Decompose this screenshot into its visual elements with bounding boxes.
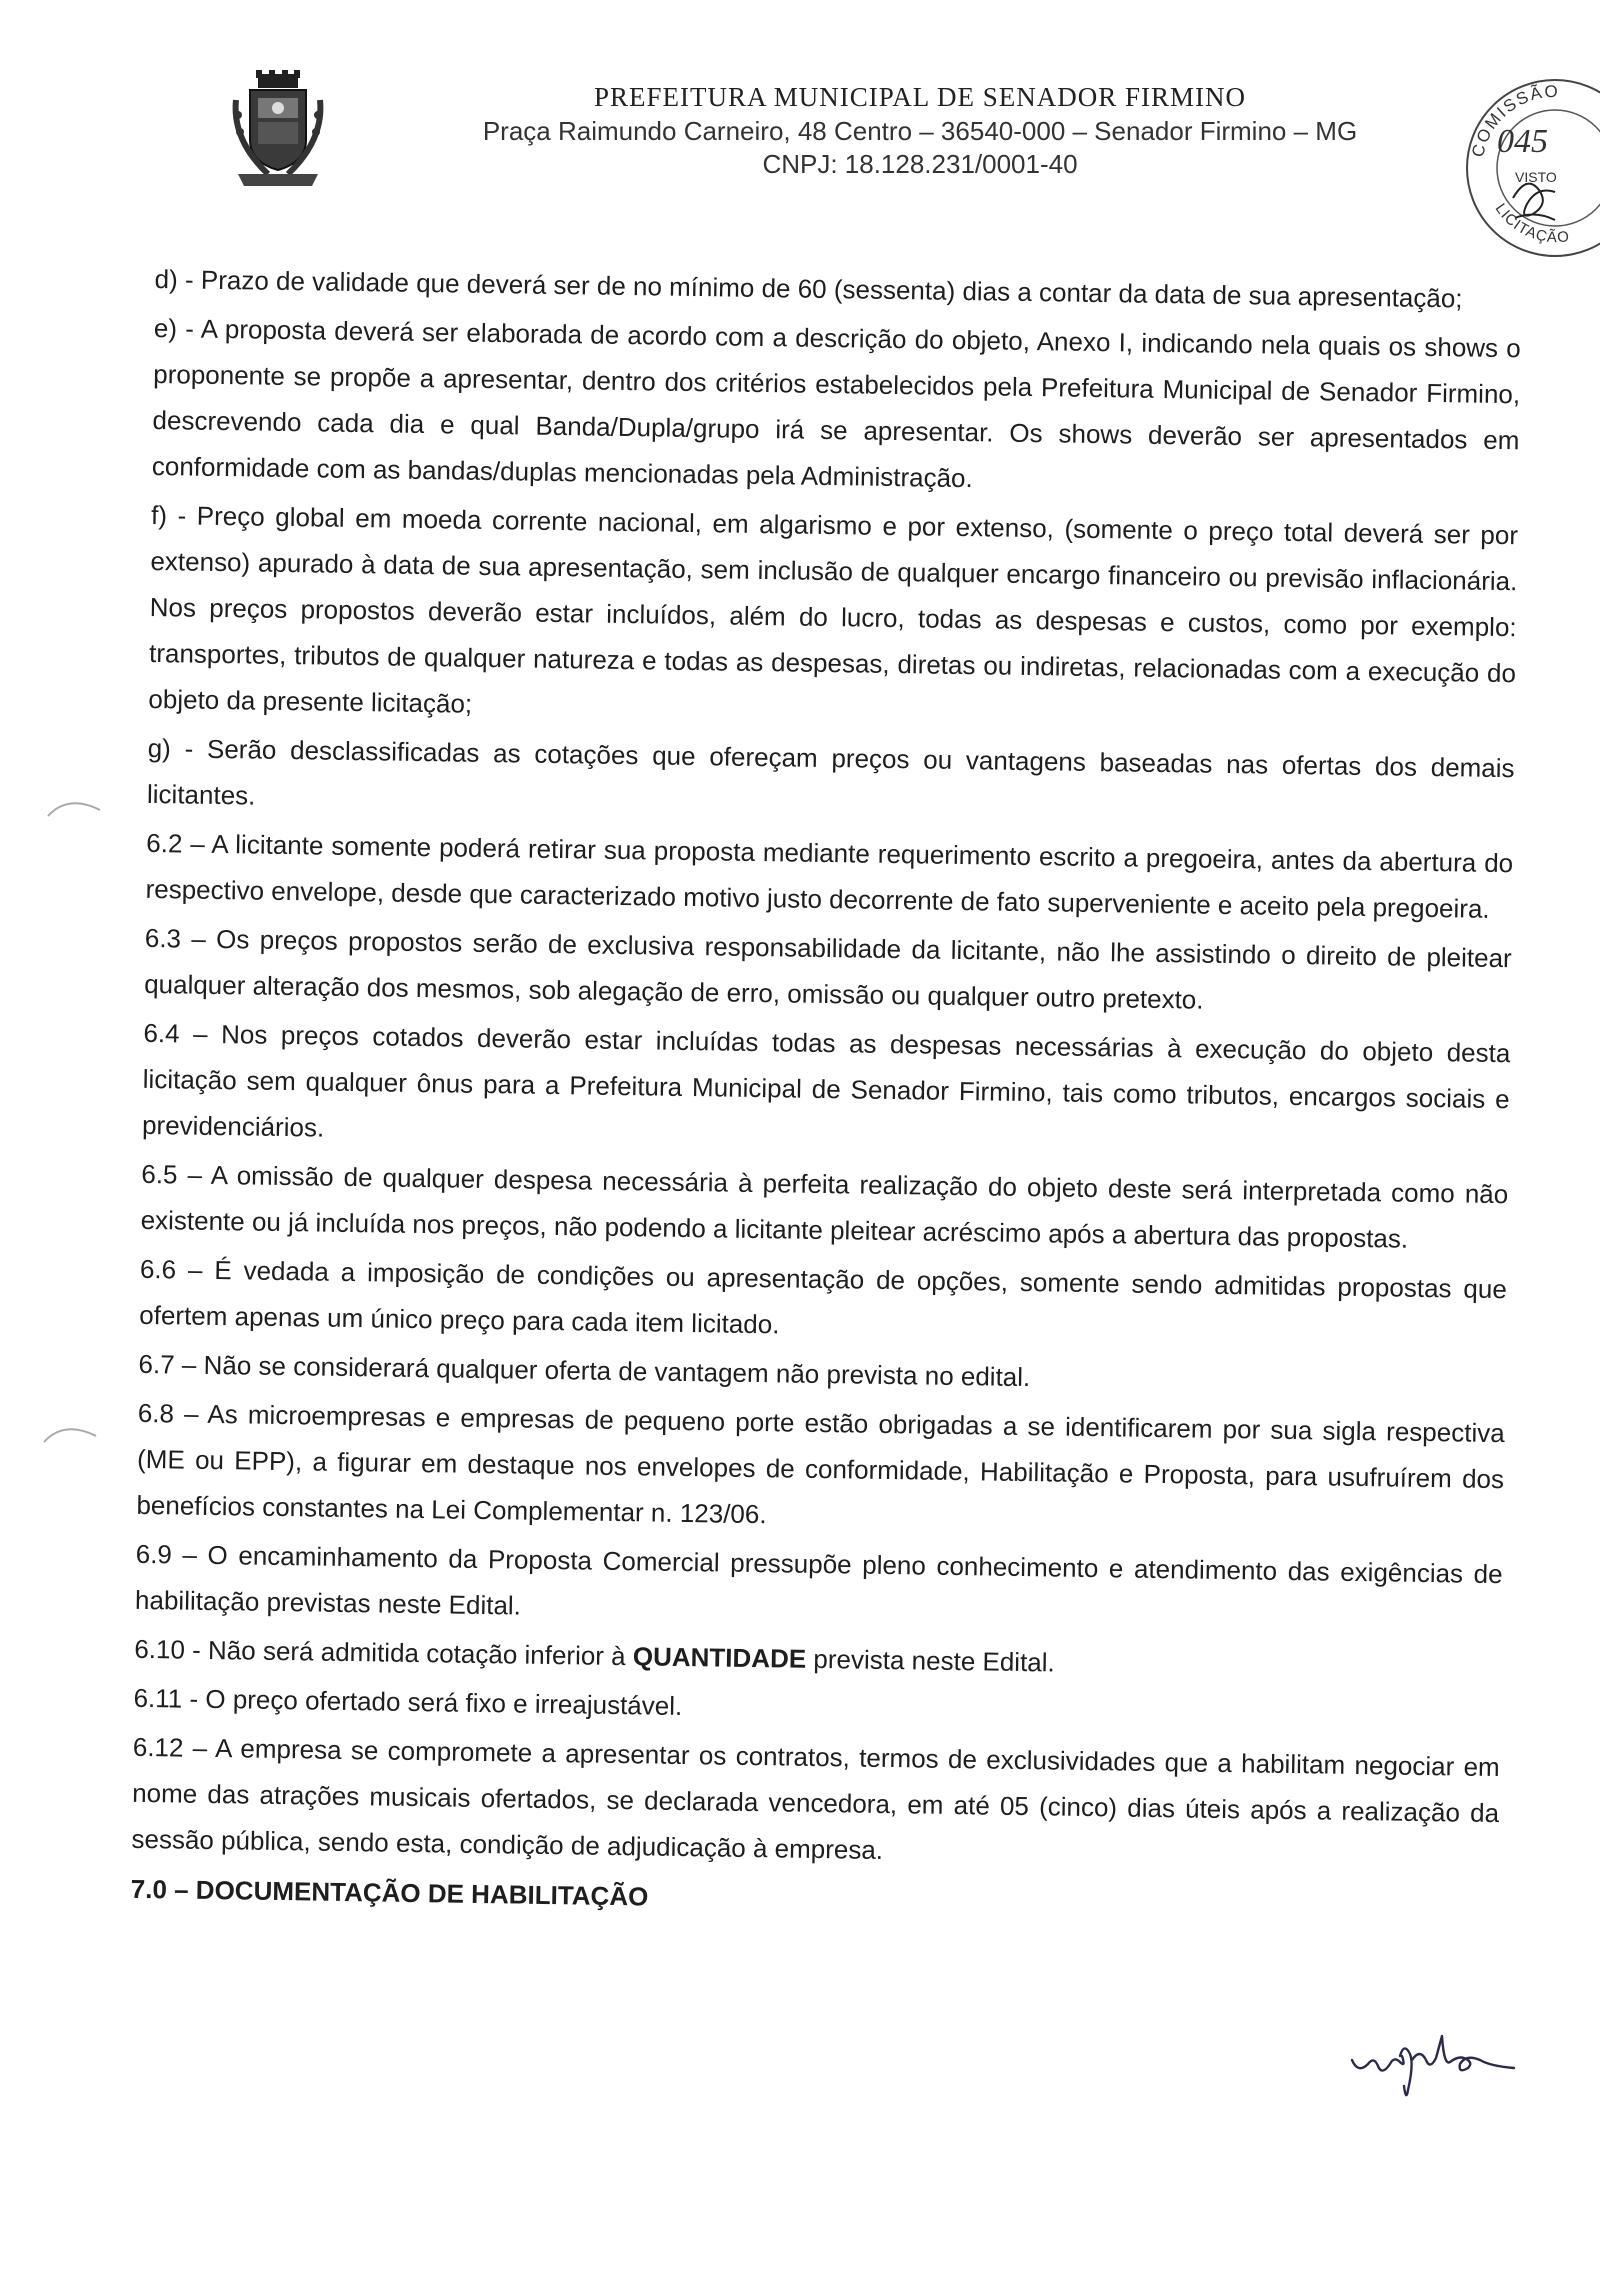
paragraph-6-10-start: 6.10 - Não será admitida cotação inferior à	[134, 1633, 634, 1672]
section-heading-habilitacao: 7.0 – DOCUMENTAÇÃO DE HABILITAÇÃO	[130, 1873, 649, 1912]
paragraph-6-5: 6.5 – A omissão de qualquer despesa necessária à perfeita realização do objeto deste será interpretada como não existente ou já incluída nos preços, não podendo a licitante pleitear acréscimo após a abertura das propostas.	[140, 1158, 1509, 1254]
paragraph-f: f) - Preço global em moeda corrente nacional, em algarismo e por extenso, (somente o preço total deverá ser por extenso) apurado à data de sua apresentação, sem inclusão de qualquer encargo financeiro ou previsão inflacionária. Nos preços propostos deverão estar incluídos, além do lucro, todas as despesas e custos, como por exemplo: transportes, tributos de qualquer natureza e todas as despesas, diretas ou indiretas, relacionadas com a execução do objeto da presente licitação;	[148, 499, 1519, 719]
paragraph-6-3: 6.3 – Os preços propostos serão de exclusiva responsabilidade da licitante, não lhe assistindo o direito de pleitear qualquer alteração dos mesmos, sob alegação de erro, omissão ou qualquer outro pretexto.	[143, 922, 1512, 1015]
paragraph-6-11: 6.11 - O preço ofertado será fixo e irreajustável.	[133, 1682, 683, 1721]
paragraph-6-12: 6.12 – A empresa se compromete a apresentar os contratos, termos de exclusividades que a habilitam negociar em nome das atrações musicais ofertados, se declarada vencedora, em até 05 (cinco) dias úteis após a realização da sessão pública, sendo esta, condição de adjudicação à empresa.	[131, 1731, 1500, 1865]
paragraph-g: g) - Serão desclassificadas as cotações que ofereçam preços ou vantagens baseadas nas ofertas dos demais licitantes.	[146, 732, 1515, 811]
paragraph-6-7: 6.7 – Não se considerará qualquer oferta de vantagem não prevista no edital.	[138, 1348, 1031, 1393]
paragraph-6-4: 6.4 – Nos preços cotados deverão estar incluídas todas as despesas necessárias à execução do objeto desta licitação sem qualquer ônus para a Prefeitura Municipal de Senador Firmino, tais como tributos, encargos sociais e previdenciários.	[141, 1017, 1511, 1143]
quantidade-emphasis: QUANTIDADE	[632, 1641, 807, 1674]
paragraph-6-2: 6.2 – A licitante somente poderá retirar sua proposta mediante requerimento escrito a pregoeira, antes da abertura do respectivo envelope, desde que caracterizado motivo justo decorrente de fato superveniente e aceito pela pregoeira.	[145, 827, 1514, 924]
stamp-top-text: COMISSÃO	[1468, 81, 1560, 159]
commission-stamp	[1455, 58, 1600, 258]
stamp-number: 045	[1497, 123, 1548, 160]
letterhead-cnpj: CNPJ: 18.128.231/0001-40	[762, 149, 1078, 179]
letterhead-address: Praça Raimundo Carneiro, 48 Centro – 36540-000 – Senador Firmino – MG	[482, 116, 1358, 146]
paragraph-d: d) - Prazo de validade que deverá ser de no mínimo de 60 (sessenta) dias a contar da data de sua apresentação;	[154, 263, 1463, 314]
letterhead	[420, 82, 1420, 181]
paragraph-6-8: 6.8 – As microempresas e empresas de pequeno porte estão obrigadas a se identificarem por sua sigla respectiva (ME ou EPP), a figurar em destaque nos envelopes de conformidade, Habilitação e Proposta, para usufruírem dos benefícios constantes na Lei Complementar n. 123/06.	[136, 1397, 1505, 1530]
document-body	[130, 256, 1521, 1932]
handwritten-signature	[1346, 2030, 1546, 2110]
paragraph-6-6: 6.6 – É vedada a imposição de condições ou apresentação de opções, somente sendo admitidas propostas que ofertem apenas um único preço para cada item licitado.	[139, 1253, 1508, 1340]
letterhead-title: PREFEITURA MUNICIPAL DE SENADOR FIRMINO	[593, 82, 1247, 112]
paragraph-6-9: 6.9 – O encaminhamento da Proposta Comercial pressupõe pleno conhecimento e atendimento das exigências de habilitação previstas neste Edital.	[134, 1538, 1503, 1621]
margin-mark	[44, 790, 104, 820]
paragraph-e: e) - A proposta deverá ser elaborada de acordo com a descrição do objeto, Anexo I, indicando nela quais os shows o proponente se propõe a apresentar, dentro dos critérios estabelecidos pela Prefeitura Municipal de Senador Firmino, descrevendo cada dia e qual Banda/Dupla/grupo irá se apresentar. Os shows deverão ser apresentados em conformidade com as bandas/duplas mencionadas pela Administração.	[151, 312, 1522, 494]
municipal-crest-icon	[228, 70, 328, 188]
stamp-bottom-text: LICITAÇÃO	[1491, 200, 1571, 247]
margin-mark	[40, 1416, 100, 1446]
stamp-visto: VISTO	[1515, 169, 1557, 185]
paragraph-6-10-end: prevista neste Edital.	[805, 1643, 1055, 1678]
